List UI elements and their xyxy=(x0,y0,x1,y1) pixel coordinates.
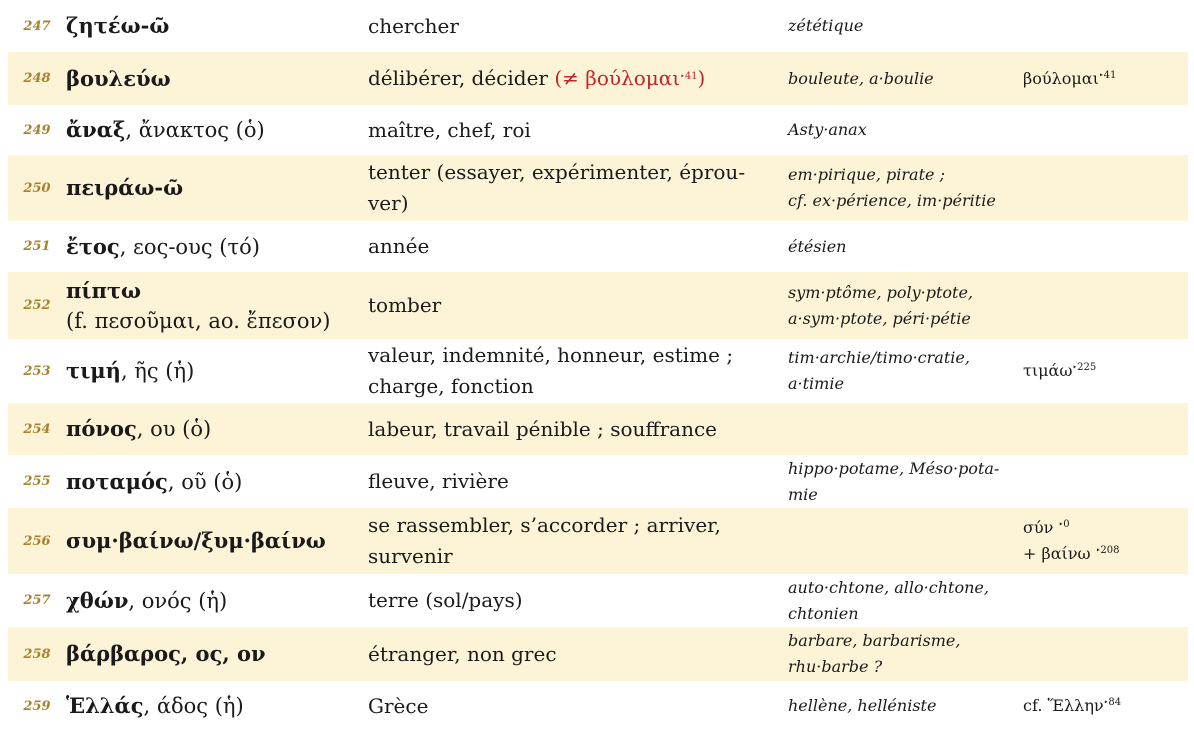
etymology: auto·chtone, allo·chtone, chtonien xyxy=(788,577,989,623)
entry-number: 253 xyxy=(23,363,51,379)
table-row xyxy=(8,0,1188,52)
etymology: hippo·potame, Méso·pota- mie xyxy=(788,458,1000,504)
french-meaning: Grèce xyxy=(368,693,429,718)
greek-lemma: τιμή, ῆς (ἡ) xyxy=(66,358,195,383)
greek-lemma: συμ·βαίνω/ξυμ·βαίνω xyxy=(66,528,326,553)
table-row xyxy=(8,105,1188,155)
french-meaning: se rassembler, s’accorder ; arriver, survenir xyxy=(368,513,721,568)
greek-lemma: ποταμός, οῦ (ὁ) xyxy=(66,468,243,494)
greek-lemma: πίπτω (f. πεσοῦμαι, ao. ἔπεσον) xyxy=(66,277,331,333)
cross-reference[interactable]: σύν $^{‣0}$ + βαίνω $^{‣208}$ xyxy=(1023,518,1120,563)
greek-lemma: ἔτος, εος-ους (τό) xyxy=(66,233,260,259)
greek-lemma: ζητέω-ῶ xyxy=(66,13,170,38)
entry-number: 250 xyxy=(23,180,51,196)
entry-number: 258 xyxy=(23,646,51,662)
etymology: bouleute, a·boulie xyxy=(788,68,934,88)
entry-number: 251 xyxy=(23,239,51,254)
cross-reference[interactable]: cf. Ἕλλην$^{‣84}$ xyxy=(1023,696,1122,715)
etymology: zététique xyxy=(788,16,864,35)
greek-lemma: Ἑλλάς, άδος (ἡ) xyxy=(66,693,244,718)
etymology: hellène, helléniste xyxy=(788,696,937,715)
french-meaning: valeur, indemnité, honneur, estime ; charge, fonction xyxy=(368,343,734,398)
entry-number: 252 xyxy=(23,298,51,313)
french-meaning: maître, chef, roi xyxy=(368,117,531,142)
table-row xyxy=(8,155,1188,221)
table-row xyxy=(8,221,1188,272)
antonym-note: (≠ βούλομαι$^{‣41}$) xyxy=(554,66,706,90)
entry-number: 249 xyxy=(23,122,51,138)
greek-lemma: βάρβαρος, ος, ον xyxy=(66,641,266,666)
french-meaning: terre (sol/pays) xyxy=(368,588,523,612)
french-meaning: fleuve, rivière xyxy=(368,469,509,493)
entry-number: 247 xyxy=(23,18,51,34)
table-row xyxy=(8,627,1188,681)
etymology: em·pirique, pirate ; cf. ex·périence, im·péritie xyxy=(788,165,996,210)
french-meaning: chercher xyxy=(368,13,459,38)
french-meaning: étranger, non grec xyxy=(368,641,557,666)
french-meaning: tenter (essayer, expérimenter, éprou- ver) xyxy=(368,160,746,215)
entry-number: 254 xyxy=(23,421,51,437)
french-meaning: labeur, travail pénible ; souffrance xyxy=(368,416,718,441)
table-row xyxy=(8,339,1188,403)
table-row xyxy=(8,574,1188,627)
entry-number: 259 xyxy=(23,698,51,714)
etymology: barbare, barbarisme, rhu·barbe ? xyxy=(788,631,961,676)
table-row xyxy=(8,403,1188,455)
french-meaning: année xyxy=(368,234,430,258)
cross-reference[interactable]: τιμάω$^{‣225}$ xyxy=(1023,361,1097,380)
table-row xyxy=(8,272,1188,339)
entry-number: 248 xyxy=(23,71,51,86)
cross-reference[interactable]: βούλομαι$^{‣41}$ xyxy=(1023,68,1117,88)
etymology: tim·archie/timo·cratie, a·timie xyxy=(788,348,970,393)
greek-lemma: βουλεύω xyxy=(66,65,171,91)
entry-number: 257 xyxy=(23,593,51,608)
entry-number: 255 xyxy=(23,474,51,489)
table-row xyxy=(8,508,1188,574)
french-meaning: délibérer, décider (≠ βούλομαι$^{‣41}$) xyxy=(368,66,706,90)
etymology: étésien xyxy=(788,236,847,256)
entry-number: 256 xyxy=(23,533,51,549)
greek-lemma: πειράω-ῶ xyxy=(66,175,184,200)
etymology: Asty·anax xyxy=(788,120,867,139)
table-row xyxy=(8,681,1188,731)
french-meaning: tomber xyxy=(368,293,442,317)
greek-lemma: χθών, ονός (ἡ) xyxy=(66,587,228,613)
table-row xyxy=(8,52,1188,105)
table-row xyxy=(8,455,1188,508)
greek-lemma: πόνος, ου (ὁ) xyxy=(66,416,212,441)
greek-lemma: ἄναξ, ἄνακτος (ὁ) xyxy=(66,117,265,142)
etymology: sym·ptôme, poly·ptote, a·sym·ptote, péri·pétie xyxy=(788,282,974,328)
